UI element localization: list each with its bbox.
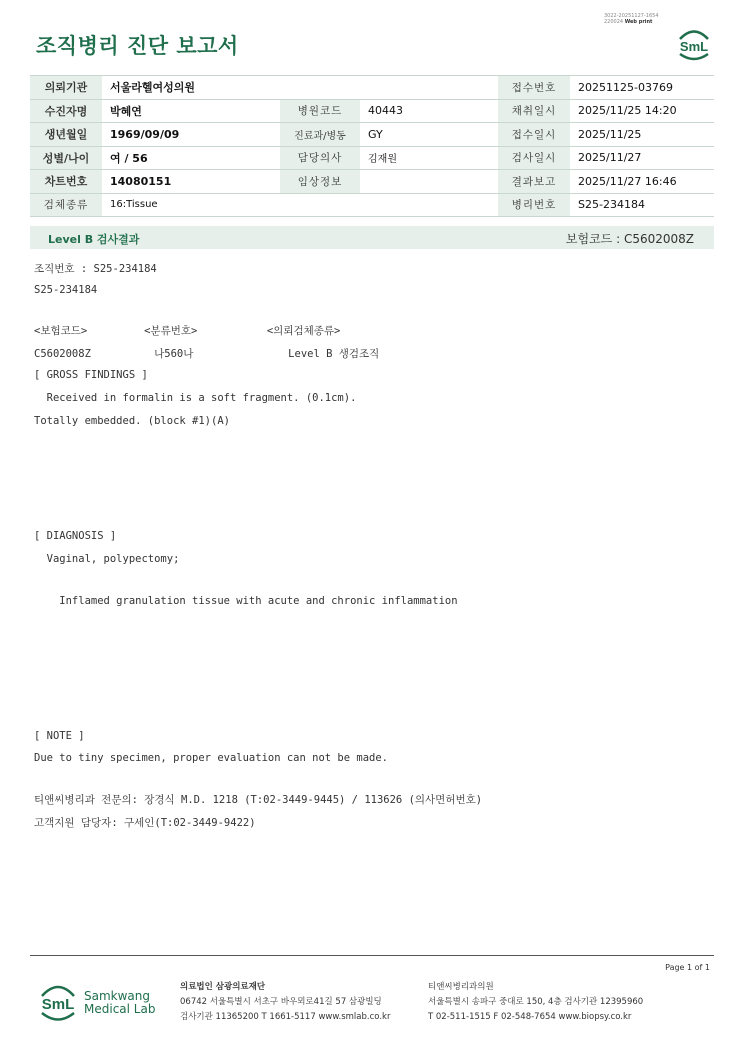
diagnosis-line: Vaginal, polypectomy; xyxy=(34,553,180,565)
cell-label: 수진자명 xyxy=(30,99,102,123)
footer-lab-info xyxy=(180,980,390,1025)
table-row xyxy=(30,146,714,170)
insurance-code: 보험코드 : C5602008Z xyxy=(565,232,694,246)
cell-label: 차트번호 xyxy=(30,170,102,194)
footer-clinic-name: 티앤씨병리과의원 xyxy=(428,982,494,992)
sml-footer-logo-icon xyxy=(36,980,80,1024)
cell-value: 2025/11/25 14:20 xyxy=(570,99,714,123)
page-number: Page 1 of 1 xyxy=(665,963,710,972)
diagnosis-title: [ DIAGNOSIS ] xyxy=(34,530,117,542)
cell-value: 14080151 xyxy=(102,170,280,194)
table-row xyxy=(30,99,714,123)
report-title: 조직병리 진단 보고서 xyxy=(36,34,239,58)
cell-value: GY xyxy=(360,123,498,147)
cell-value: 김재원 xyxy=(360,146,498,170)
cell-label: 성별/나이 xyxy=(30,146,102,170)
cell-label: 생년월일 xyxy=(30,123,102,147)
footer-lab-contact: 검사기관 11365200 T 1661-5117 www.smlab.co.kr xyxy=(180,1012,391,1022)
cell-label: 검사일시 xyxy=(498,146,570,170)
table-row xyxy=(30,123,714,147)
footer-clinic-info xyxy=(428,980,643,1025)
cell-label: 채취일시 xyxy=(498,99,570,123)
pathologist-contact: 티앤씨병리과 전문의: 장경식 M.D. 1218 (T:02-3449-9445) / 113626 (의사면허번호) xyxy=(34,794,483,806)
diagnosis-line: Inflamed granulation tissue with acute and chronic inflammation xyxy=(34,595,458,607)
gross-findings-title: [ GROSS FINDINGS ] xyxy=(34,369,148,381)
cell-label: 임상정보 xyxy=(280,170,360,194)
table-row xyxy=(30,76,714,100)
cell-value: 여 / 56 xyxy=(102,146,280,170)
footer-brand xyxy=(84,990,155,1016)
support-contact: 고객지원 담당자: 구세인(T:02-3449-9422) xyxy=(34,817,256,829)
footer-divider xyxy=(30,955,714,956)
footer-lab-name: 의료법인 삼광의료재단 xyxy=(180,982,266,992)
note-title: [ NOTE ] xyxy=(34,730,85,742)
footer-lab-address: 06742 서울특별시 서초구 바우뫼로41길 57 삼광빌딩 xyxy=(180,997,382,1007)
tissue-number-repeat: S25-234184 xyxy=(34,284,98,296)
cell-value: 20251125-03769 xyxy=(570,76,714,100)
footer-clinic-address: 서울특별시 송파구 중대로 150, 4층 검사기관 12395960 xyxy=(428,997,644,1007)
result-level-label: Level B 검사결과 xyxy=(48,233,140,246)
cell-label: 접수번호 xyxy=(498,76,570,100)
cell-value: 1969/09/09 xyxy=(102,123,280,147)
cell-value: 서울라헬여성의원 xyxy=(102,76,498,100)
cell-value: 40443 xyxy=(360,99,498,123)
gross-findings-line: Received in formalin is a soft fragment. (0.1cm). xyxy=(34,392,357,404)
cell-label: 검체종류 xyxy=(30,193,102,217)
web-print-label: Web print xyxy=(624,19,653,25)
cell-label: 의뢰기관 xyxy=(30,76,102,100)
code-values: C5602008Z 나560나 Level B 생검조직 xyxy=(34,348,380,360)
cell-value: S25-234184 xyxy=(570,193,714,217)
brand-line: Medical Lab xyxy=(84,1002,156,1016)
print-meta-id: 3022-20251127-1654 xyxy=(604,13,659,19)
tissue-number: 조직번호 : S25-234184 xyxy=(34,263,157,275)
svg-text:SmL: SmL xyxy=(679,39,709,54)
cell-label: 진료과/병동 xyxy=(280,123,360,147)
svg-text:SmL: SmL xyxy=(41,996,75,1013)
table-row xyxy=(30,170,714,194)
cell-label: 병리번호 xyxy=(498,193,570,217)
patient-info-table xyxy=(30,75,714,217)
cell-label: 접수일시 xyxy=(498,123,570,147)
note-line: Due to tiny specimen, proper evaluation can not be made. xyxy=(34,752,389,764)
cell-value: 16:Tissue xyxy=(102,193,498,217)
cell-label: 담당의사 xyxy=(280,146,360,170)
cell-value: 2025/11/27 xyxy=(570,146,714,170)
footer-clinic-contact: T 02-511-1515 F 02-548-7654 www.biopsy.co.kr xyxy=(428,1012,632,1022)
print-meta-line2: 220024 Web print xyxy=(604,19,653,25)
sml-logo-icon xyxy=(674,26,714,62)
cell-label: 병원코드 xyxy=(280,99,360,123)
code-headers: <보험코드> <분류번호> <의뢰검체종류> xyxy=(34,325,341,337)
cell-value: 2025/11/25 xyxy=(570,123,714,147)
cell-value: 박혜연 xyxy=(102,99,280,123)
brand-line: Samkwang xyxy=(84,989,150,1003)
cell-value xyxy=(360,170,498,194)
result-section-header xyxy=(30,226,714,249)
cell-value: 2025/11/27 16:46 xyxy=(570,170,714,194)
cell-label: 결과보고 xyxy=(498,170,570,194)
gross-findings-line: Totally embedded. (block #1)(A) xyxy=(34,415,230,427)
print-meta xyxy=(604,13,659,25)
table-row xyxy=(30,193,714,217)
